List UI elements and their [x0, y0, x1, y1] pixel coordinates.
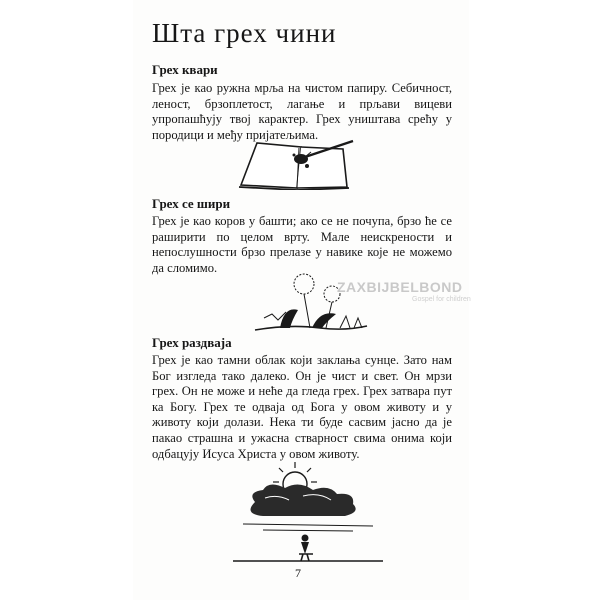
cloud-sun-illustration — [233, 458, 383, 563]
section-body-spreads: Грех је као коров у башти; ако се не почупа, брзо ће се раширити по целом врту. Мале неискрености и непослушности брзо прелазе у навике које не можемо да сломимо. — [152, 214, 452, 275]
page-number: 7 — [295, 566, 301, 580]
section-body-corrupts: Грех је као ружна мрља на чистом папиру. Себичност, леност, брзоплетост, лагање и прљави вицеви упропашћују твој карактер. Грех уништава срећу у породици и међу пријатељима. — [152, 81, 452, 142]
book-ink-blot-illustration — [235, 135, 355, 190]
section-body-separates: Грех је као тамни облак који заклања сунце. Зато нам Бог изгледа тако далеко. Он је чист и свет. Он мрзи грех. Он не може и неће да гледа грех. Грех затвара пут ка Богу. Грех те одваја од Бога у овом животу и у животу који долази. Нека ти буде сасвим јасно да је пакао страшна и ужасна стварност свима онима који одбацују Исуса Христа у овом животу. — [152, 353, 452, 461]
section-heading-separates: Грех раздваја — [152, 335, 232, 350]
page-title: Шта грех чини — [152, 18, 337, 48]
watermark-brand: ZAXBIJBELBOND — [337, 279, 463, 295]
section-heading-corrupts: Грех квари — [152, 62, 218, 77]
watermark-tagline: Gospel for children — [412, 296, 471, 303]
section-heading-spreads: Грех се шири — [152, 196, 231, 211]
